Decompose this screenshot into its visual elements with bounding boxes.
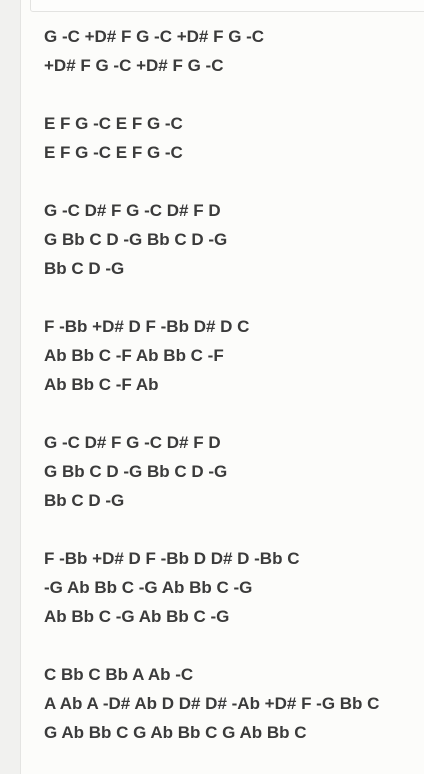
note-line: Ab Bb C -F Ab Bb C -F bbox=[44, 346, 224, 365]
stanza-2 bbox=[44, 109, 419, 167]
notes-content bbox=[44, 22, 419, 774]
note-line: F -Bb +D# D F -Bb D# D C bbox=[44, 317, 250, 336]
note-line: G -C D# F G -C D# F D bbox=[44, 201, 221, 220]
stanza-3 bbox=[44, 196, 419, 283]
stanza-4 bbox=[44, 312, 419, 399]
note-line: Ab Bb C -G Ab Bb C -G bbox=[44, 607, 230, 626]
note-line: G Ab Bb C G Ab Bb C G Ab Bb C bbox=[44, 723, 307, 742]
note-line: F -Bb +D# D F -Bb D D# D -Bb C bbox=[44, 549, 300, 568]
note-line: +D# F G -C +D# F G -C bbox=[44, 56, 224, 75]
note-line: G -C +D# F G -C +D# F G -C bbox=[44, 27, 265, 46]
top-card-edge bbox=[30, 0, 424, 12]
note-line: E F G -C E F G -C bbox=[44, 114, 183, 133]
note-line: C Bb C Bb A Ab -C bbox=[44, 665, 194, 684]
note-line: E F G -C E F G -C bbox=[44, 143, 183, 162]
stanza-6 bbox=[44, 544, 419, 631]
note-line: Bb C D -G bbox=[44, 491, 125, 510]
note-line: Ab Bb C -F Ab bbox=[44, 375, 159, 394]
left-sidebar-rail bbox=[0, 0, 21, 774]
note-line: G -C D# F G -C D# F D bbox=[44, 433, 221, 452]
note-line: A Ab A -D# Ab D D# D# -Ab +D# F -G Bb C bbox=[44, 694, 380, 713]
stanza-5 bbox=[44, 428, 419, 515]
stanza-7 bbox=[44, 660, 419, 747]
stanza-1 bbox=[44, 22, 419, 80]
note-line: Bb C D -G bbox=[44, 259, 125, 278]
note-line: -G Ab Bb C -G Ab Bb C -G bbox=[44, 578, 253, 597]
note-line: G Bb C D -G Bb C D -G bbox=[44, 230, 228, 249]
note-line: G Bb C D -G Bb C D -G bbox=[44, 462, 228, 481]
